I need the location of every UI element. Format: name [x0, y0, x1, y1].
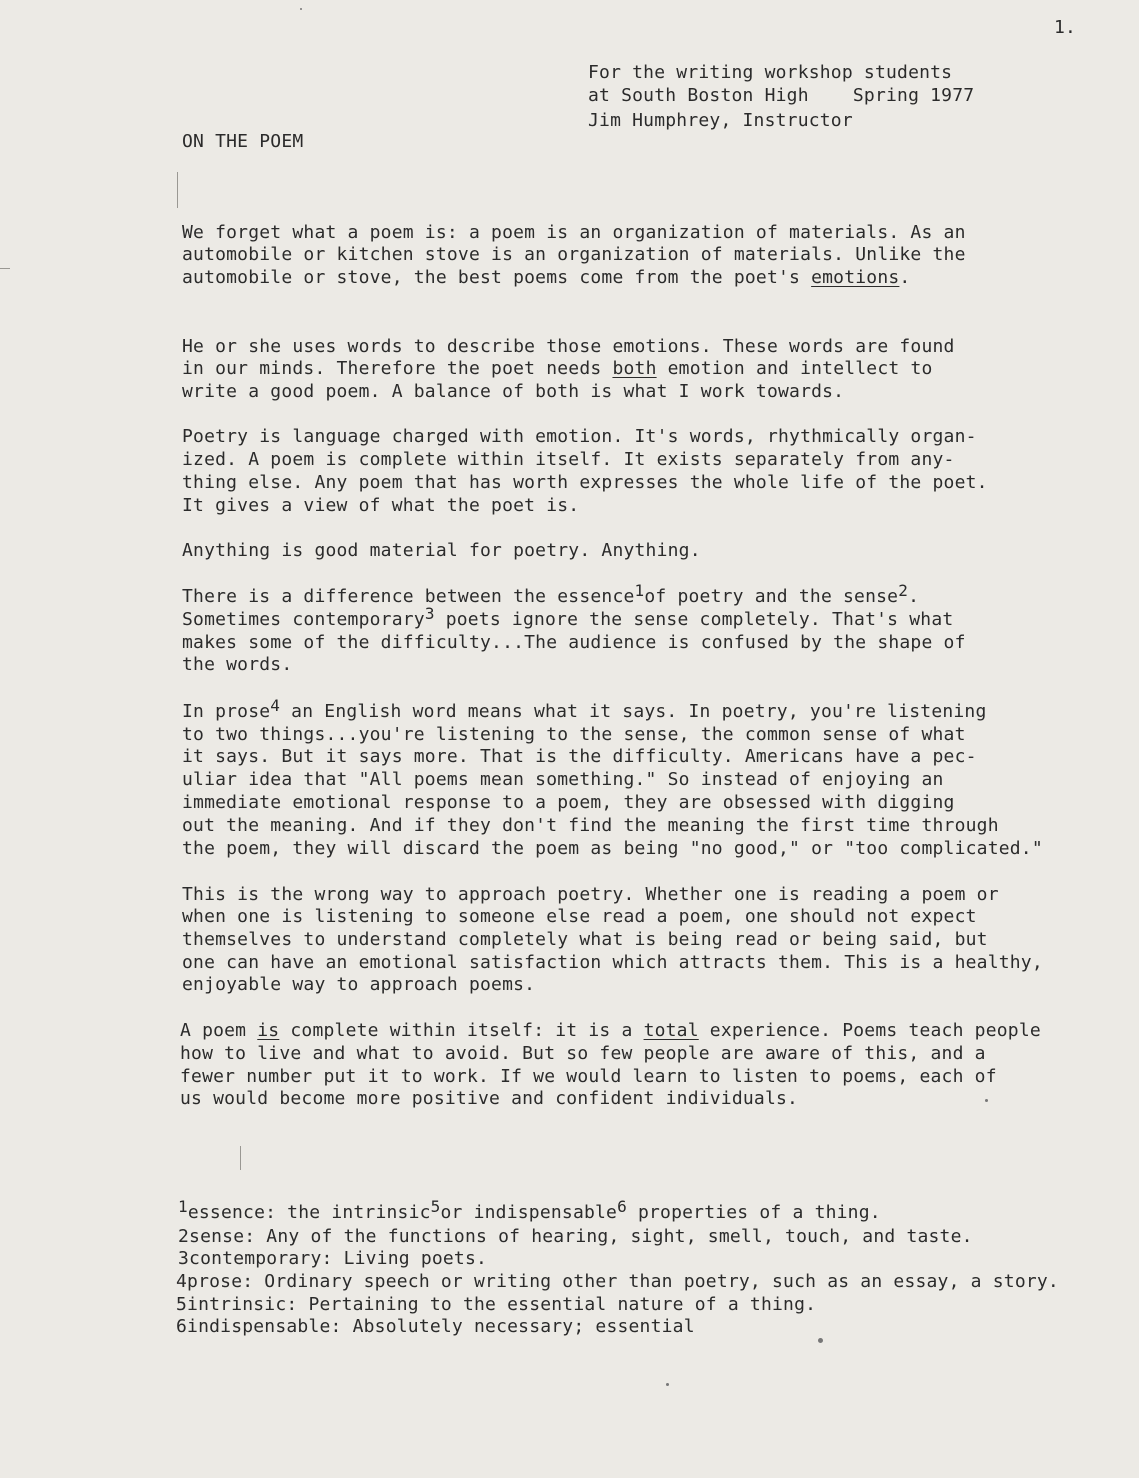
paragraph-1-line-2: automobile or kitchen stove is an organization of materials. Unlike the [182, 244, 966, 265]
paragraph-3-line-1: Poetry is language charged with emotion. It's words, rhythmically organ- [182, 426, 977, 447]
paragraph-7-line-5: enjoyable way to approach poems. [182, 974, 536, 995]
margin-line-mark [177, 172, 178, 208]
footnote-3: 3contemporary: Living poets. [178, 1248, 488, 1269]
paragraph-6-line-1: In prose$^4$ an English word means what it says. In poetry, you're listening [182, 696, 987, 722]
footnote-4: 4prose: Ordinary speech or writing other than poetry, such as an essay, a story. [176, 1271, 1059, 1292]
stray-dot-mark [818, 1338, 823, 1343]
header-line-3: Jim Humphrey, Instructor [588, 110, 853, 131]
paragraph-5-line-2: Sometimes contemporary$^3$ poets ignore the sense completely. That's what [182, 604, 954, 630]
paragraph-1-line-1: We forget what a poem is: a poem is an organization of materials. As an [182, 222, 966, 243]
header-line-1: For the writing workshop students [588, 62, 953, 83]
margin-line-mark [240, 1146, 241, 1170]
paragraph-6-line-5: immediate emotional response to a poem, they are obsessed with digging [182, 792, 955, 813]
paragraph-2-line-1: He or she uses words to describe those emotions. These words are found [182, 336, 955, 357]
paragraph-2-line-3: write a good poem. A balance of both is what I work towards. [182, 381, 845, 402]
paragraph-6-line-4: uliar idea that "All poems mean something." So instead of enjoying an [182, 769, 944, 790]
paragraph-2-line-2: in our minds. Therefore the poet needs both emotion and intellect to [182, 358, 933, 379]
footnote-ref-2: 2 [898, 581, 909, 600]
paragraph-6-line-6: out the meaning. And if they don't find the meaning the first time through [182, 815, 999, 836]
paragraph-6-line-3: it says. But it says more. That is the difficulty. Americans have a pec- [182, 746, 977, 767]
paragraph-3-line-2: ized. A poem is complete within itself. It exists separately from any- [182, 449, 955, 470]
footnote-2: 2sense: Any of the functions of hearing, sight, smell, touch, and taste. [178, 1226, 973, 1247]
stray-dot-mark [300, 8, 302, 10]
underlined-word-emotions: emotions [811, 267, 900, 288]
underlined-word-is: is [257, 1020, 280, 1041]
footnote-ref-1: 1 [634, 581, 645, 600]
paragraph-6-line-7: the poem, they will discard the poem as being "no good," or "too complicated." [182, 838, 1043, 859]
stray-dot-mark [666, 1383, 669, 1386]
footnote-5: 5intrinsic: Pertaining to the essential nature of a thing. [176, 1294, 817, 1315]
paragraph-1-line-3: automobile or stove, the best poems come from the poet's emotions. [182, 267, 911, 288]
paragraph-5-line-3: makes some of the difficulty...The audience is confused by the shape of [182, 632, 966, 653]
paragraph-3-line-3: thing else. Any poem that has worth expresses the whole life of the poet. [182, 472, 988, 493]
paragraph-8-line-1: A poem is complete within itself: it is a total experience. Poems teach people [180, 1020, 1041, 1041]
paragraph-6-line-2: to two things...you're listening to the sense, the common sense of what [182, 724, 966, 745]
header-line-2: at South Boston High Spring 1977 [588, 85, 975, 106]
paragraph-7-line-1: This is the wrong way to approach poetry. Whether one is reading a poem or [182, 884, 999, 905]
edge-tick-mark [0, 268, 10, 269]
paragraph-4: Anything is good material for poetry. Anything. [182, 540, 701, 561]
paragraph-5-line-1: There is a difference between the essence$^1$of poetry and the sense$^2$. [182, 581, 920, 607]
footnote-ref-3: 3 [424, 604, 435, 623]
paragraph-8-line-4: us would become more positive and confident individuals. [180, 1088, 799, 1109]
document-title: ON THE POEM [182, 131, 304, 152]
paragraph-7-line-3: themselves to understand completely what is being read or being said, but [182, 929, 988, 950]
stray-dot-mark [985, 1099, 988, 1102]
page-number: 1. [1054, 17, 1077, 38]
underlined-word-both: both [612, 358, 657, 379]
paragraph-8-line-3: fewer number put it to work. If we would learn to listen to poems, each of [180, 1066, 997, 1087]
footnote-1: $^1$essence: the intrinsic$^5$or indispensable$^6$ properties of a thing. [178, 1197, 881, 1223]
paragraph-3-line-4: It gives a view of what the poet is. [182, 495, 580, 516]
paragraph-7-line-2: when one is listening to someone else read a poem, one should not expect [182, 906, 977, 927]
paragraph-7-line-4: one can have an emotional satisfaction which attracts them. This is a healthy, [182, 952, 1043, 973]
paragraph-5-line-4: the words. [182, 654, 293, 675]
footnote-6: 6indispensable: Absolutely necessary; essential [176, 1316, 695, 1337]
footnote-ref-4: 4 [270, 696, 281, 715]
paragraph-8-line-2: how to live and what to avoid. But so few people are aware of this, and a [180, 1043, 986, 1064]
underlined-word-total: total [643, 1020, 699, 1041]
